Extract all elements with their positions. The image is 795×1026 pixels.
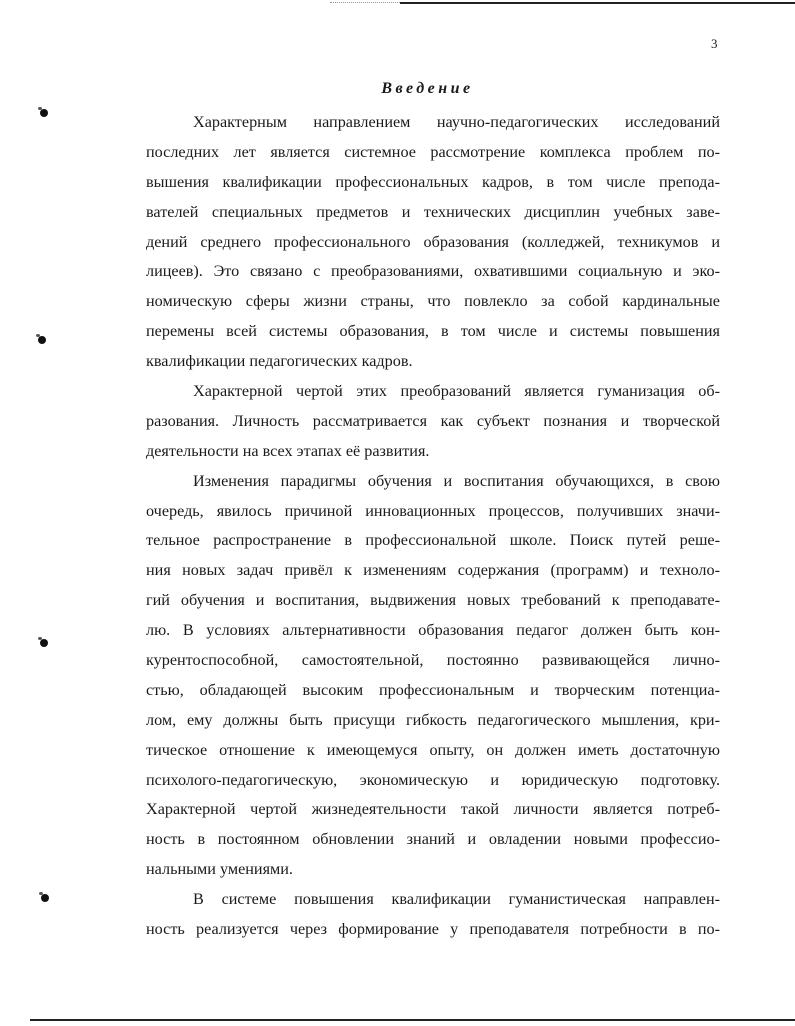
text-line: разования. Личность рассматривается как субъект познания и творческой <box>146 411 720 430</box>
scan-top-edge-line <box>400 2 795 4</box>
text-line: В системе повышения квалификации гуманистическая направлен- <box>193 890 720 909</box>
text-line: очередь, явилось причиной инновационных процессов, получивших значи- <box>146 501 720 520</box>
text-line: Характерной чертой этих преобразований является гуманизация об- <box>193 382 720 401</box>
page-number: 3 <box>711 36 718 51</box>
text-line: тельное распространение в профессиональной школе. Поиск путей реше- <box>146 531 720 550</box>
text-line: лом, ему должны быть присущи гибкость педагогического мышления, кри- <box>146 710 720 729</box>
text-line: деятельности на всех этапах её развития. <box>146 441 430 460</box>
text-line: лю. В условиях альтернативности образования педагог должен быть кон- <box>146 621 720 640</box>
text-line: лицеев). Это связано с преобразованиями, охватившими социальную и эко- <box>146 262 720 281</box>
text-line: курентоспособной, самостоятельной, постоянно развивающейся лично- <box>146 651 720 670</box>
text-line: ния новых задач привёл к изменениям содержания (программ) и техноло- <box>146 561 720 580</box>
text-line: перемены всей системы образования, в том числе и системы повышения <box>146 322 720 341</box>
text-line: гий обучения и воспитания, выдвижения новых требований к преподавате- <box>146 591 720 610</box>
punch-hole-icon <box>38 336 46 344</box>
text-line: психолого-педагогическую, экономическую и юридическую подготовку. <box>146 770 720 789</box>
punch-hole-icon <box>40 109 48 117</box>
body-text <box>146 108 720 945</box>
text-line: вателей специальных предметов и технических дисциплин учебных заве- <box>146 202 720 221</box>
scan-top-faint-line <box>330 2 400 3</box>
scan-bottom-edge-line <box>30 1019 795 1021</box>
punch-hole-icon <box>41 894 49 902</box>
text-line: ность в постоянном обновлении знаний и овладении новыми профессио- <box>146 830 720 849</box>
text-line: вышения квалификации профессиональных кадров, в том числе препода- <box>146 172 720 191</box>
text-line: квалификации педагогических кадров. <box>146 352 413 371</box>
text-line: ность реализуется через формирование у преподавателя потребности в по- <box>146 920 720 939</box>
text-line: Изменения парадигмы обучения и воспитания обучающихся, в свою <box>193 471 720 490</box>
text-line: дений среднего профессионального образования (колледжей, техникумов и <box>146 232 720 251</box>
text-line: тическое отношение к имеющемуся опыту, он должен иметь достаточную <box>146 740 720 759</box>
text-line: номическую сферы жизни страны, что повлекло за собой кардинальные <box>146 292 720 311</box>
text-line: стью, обладающей высоким профессиональным и творческим потенциа- <box>146 680 720 699</box>
punch-hole-icon <box>40 639 48 647</box>
text-line: Характерной чертой жизнедеятельности такой личности является потреб- <box>146 800 720 819</box>
text-line: Характерным направлением научно-педагогических исследований <box>193 113 720 131</box>
text-line: последних лет является системное рассмотрение комплекса проблем по- <box>146 142 720 161</box>
text-line: нальными умениями. <box>146 860 293 879</box>
section-heading: Введение <box>381 80 474 97</box>
